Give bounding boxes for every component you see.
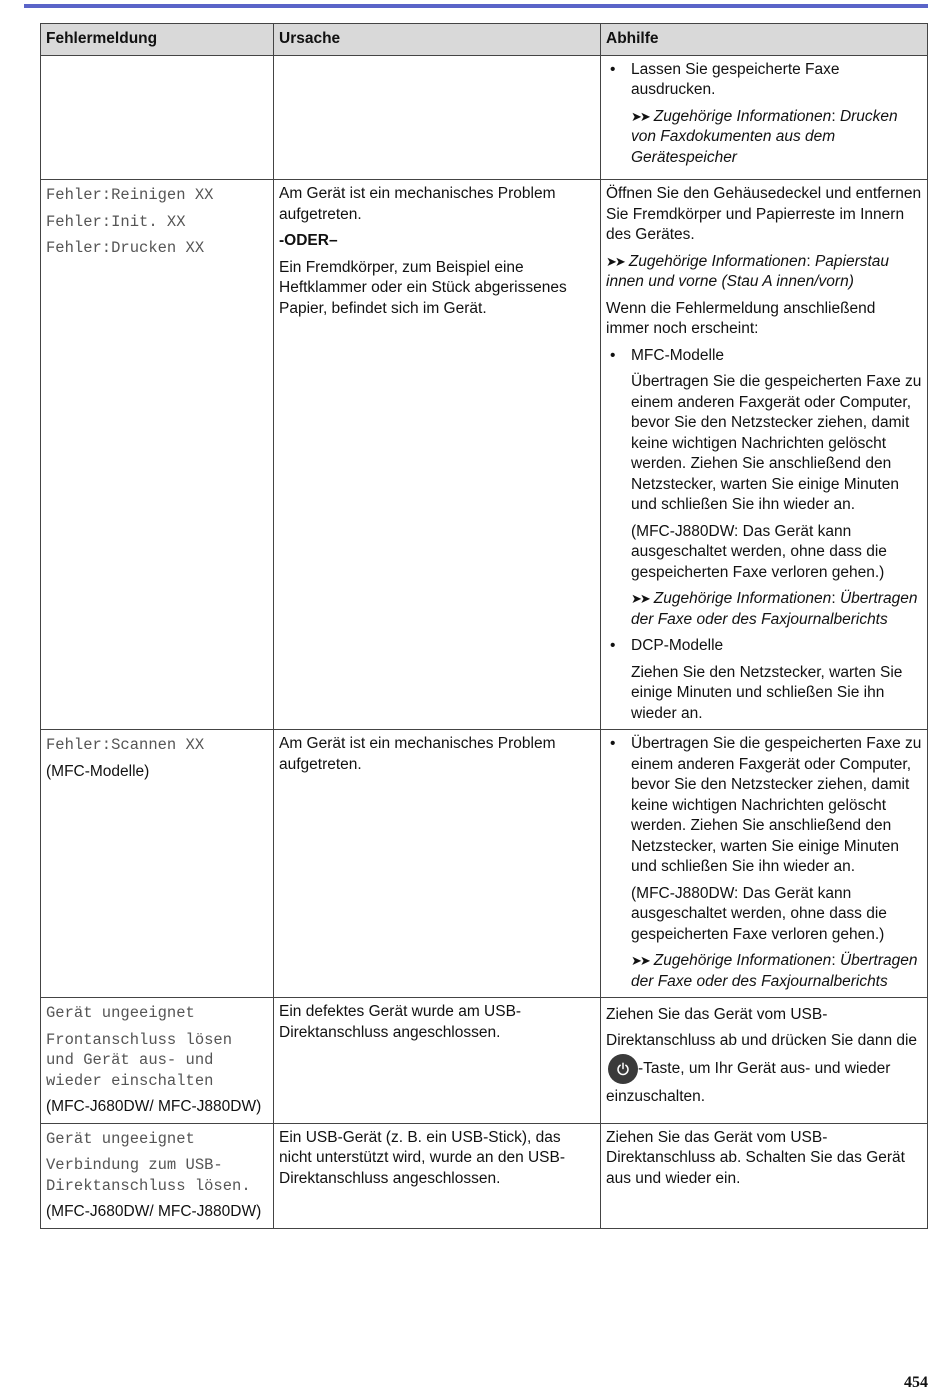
table-row	[41, 998, 928, 1124]
remedy-note: (MFC-J880DW: Das Gerät kann ausgeschaltet werden, ohne dass die gespeicherten Faxe verloren gehen.)	[631, 522, 887, 581]
double-chevron-right-icon: ➤➤	[631, 591, 649, 606]
remedy-cell	[601, 1123, 928, 1228]
related-info: ➤➤ Zugehörige Informationen: Drucken von Faxdokumenten aus dem Gerätespeicher	[631, 107, 898, 166]
table-row	[41, 55, 928, 180]
error-message: Fehler:Scannen XX	[46, 736, 205, 754]
remedy-cell	[601, 998, 928, 1124]
model-note: (MFC-J680DW/ MFC-J880DW)	[46, 1203, 262, 1220]
remedy-text: Übertragen Sie die gespeicherten Faxe zu einem anderen Faxgerät oder Computer, bevor Sie den Netzstecker ziehen, damit keine wichtigen Nachrichten gelöscht werden. Ziehen Sie anschließend den Netzstecker, warten Sie einige Minuten und schließen Sie ihn wieder an.	[631, 373, 922, 513]
remedy-text: Ziehen Sie den Netzstecker, warten Sie einige Minuten und schließen Sie ihn wieder an.	[631, 663, 903, 722]
related-info: ➤➤ Zugehörige Informationen: Papierstau innen und vorne (Stau A innen/vorn)	[606, 252, 890, 290]
related-info-link[interactable]: Papierstau innen und vorne (Stau A innen/vorn)	[606, 252, 890, 290]
related-info-label: Zugehörige Informationen	[653, 590, 832, 607]
cause-text: Ein USB-Gerät (z. B. ein USB-Stick), das nicht unterstützt wird, wurde an den USB-Direktanschluss angeschlossen.	[279, 1128, 566, 1187]
double-chevron-right-icon: ➤➤	[606, 253, 624, 269]
remedy-text	[606, 1002, 922, 1110]
error-message: Verbindung zum USB-Direktanschluss lösen.	[46, 1156, 251, 1195]
remedy-text: Ziehen Sie das Gerät vom USB-Direktanschluss ab. Schalten Sie das Gerät aus und wieder ein.	[606, 1128, 905, 1187]
header-error-message: Fehlermeldung	[41, 24, 274, 56]
remedy-text-before: Ziehen Sie das Gerät vom USB-Direktanschluss ab und drücken Sie dann die	[606, 1006, 918, 1049]
error-cell	[41, 55, 274, 180]
error-cell	[41, 1123, 274, 1228]
error-message: Fehler:Reinigen XX	[46, 186, 214, 204]
table-header-row	[41, 24, 928, 56]
cause-cell	[274, 55, 601, 180]
related-info-label: Zugehörige Informationen	[653, 107, 832, 125]
related-info: ➤➤ Zugehörige Informationen: Übertragen der Faxe oder des Faxjournalberichts	[631, 590, 918, 628]
remedy-text: Öffnen Sie den Gehäusedeckel und entfernen Sie Fremdkörper und Papierreste im Innern des Gerätes.	[606, 185, 922, 243]
remedy-bullet: • MFC-Modelle	[606, 346, 922, 367]
related-info-label: Zugehörige Informationen	[653, 952, 832, 969]
power-button-icon	[608, 1054, 638, 1084]
table-row	[41, 180, 928, 730]
cause-cell	[274, 730, 601, 998]
top-accent-bar	[24, 4, 928, 8]
error-message: Fehler:Init. XX	[46, 212, 186, 231]
error-cell	[41, 730, 274, 998]
table-row	[41, 730, 928, 998]
model-note: (MFC-J680DW/ MFC-J880DW)	[46, 1098, 262, 1115]
cause-cell	[274, 180, 601, 730]
double-chevron-right-icon: ➤➤	[631, 953, 649, 968]
error-message: Gerät ungeeignet	[46, 1004, 195, 1022]
cause-cell	[274, 998, 601, 1124]
error-message: Frontanschluss lösen und Gerät aus- und wieder einschalten	[46, 1030, 233, 1090]
error-message-table	[40, 23, 928, 1229]
remedy-text-after: -Taste, um Ihr Gerät aus- und wieder einzuschalten.	[606, 1060, 891, 1105]
remedy-bullet: • Lassen Sie gespeicherte Faxe ausdrucken.	[606, 60, 922, 101]
error-message: Gerät ungeeignet	[46, 1129, 195, 1148]
remedy-cell	[601, 55, 928, 180]
cause-cell	[274, 1123, 601, 1228]
remedy-cell	[601, 180, 928, 730]
model-note: (MFC-Modelle)	[46, 762, 150, 780]
remedy-note: (MFC-J880DW: Das Gerät kann ausgeschaltet werden, ohne dass die gespeicherten Faxe verloren gehen.)	[631, 884, 887, 943]
remedy-text: Wenn die Fehlermeldung anschließend immer noch erscheint:	[606, 299, 876, 337]
header-cause: Ursache	[274, 24, 601, 56]
remedy-bullet: • Übertragen Sie die gespeicherten Faxe zu einem anderen Faxgerät oder Computer, bevor Sie den Netzstecker ziehen, damit keine wichtigen Nachrichten gelöscht werden. Ziehen Sie anschließend den Netzstecker, warten Sie einige Minuten und schließen Sie ihn wieder an.	[606, 734, 922, 878]
header-remedy: Abhilfe	[601, 24, 928, 56]
related-info-label: Zugehörige Informationen	[628, 252, 807, 270]
page-number: 454	[904, 1374, 928, 1391]
cause-text: Am Gerät ist ein mechanisches Problem aufgetreten.	[279, 735, 556, 773]
cause-text: Ein defektes Gerät wurde am USB-Direktanschluss angeschlossen.	[279, 1003, 522, 1041]
error-message: Fehler:Drucken XX	[46, 239, 205, 257]
remedy-cell	[601, 730, 928, 998]
error-cell	[41, 998, 274, 1124]
remedy-bullet: • DCP-Modelle	[606, 636, 922, 657]
or-separator: -ODER–	[279, 232, 338, 249]
related-info-link[interactable]: Drucken von Faxdokumenten aus dem Gerätespeicher	[631, 107, 898, 166]
related-info: ➤➤ Zugehörige Informationen: Übertragen der Faxe oder des Faxjournalberichts	[631, 952, 918, 990]
related-info-link[interactable]: Übertragen der Faxe oder des Faxjournalberichts	[631, 590, 918, 628]
cause-text: Am Gerät ist ein mechanisches Problem aufgetreten.	[279, 185, 556, 223]
related-info-link[interactable]: Übertragen der Faxe oder des Faxjournalberichts	[631, 952, 918, 990]
error-cell	[41, 180, 274, 730]
double-chevron-right-icon: ➤➤	[631, 108, 649, 124]
table-row	[41, 1123, 928, 1228]
cause-text: Ein Fremdkörper, zum Beispiel eine Heftklammer oder ein Stück abgerissenes Papier, befindet sich im Gerät.	[279, 258, 567, 317]
